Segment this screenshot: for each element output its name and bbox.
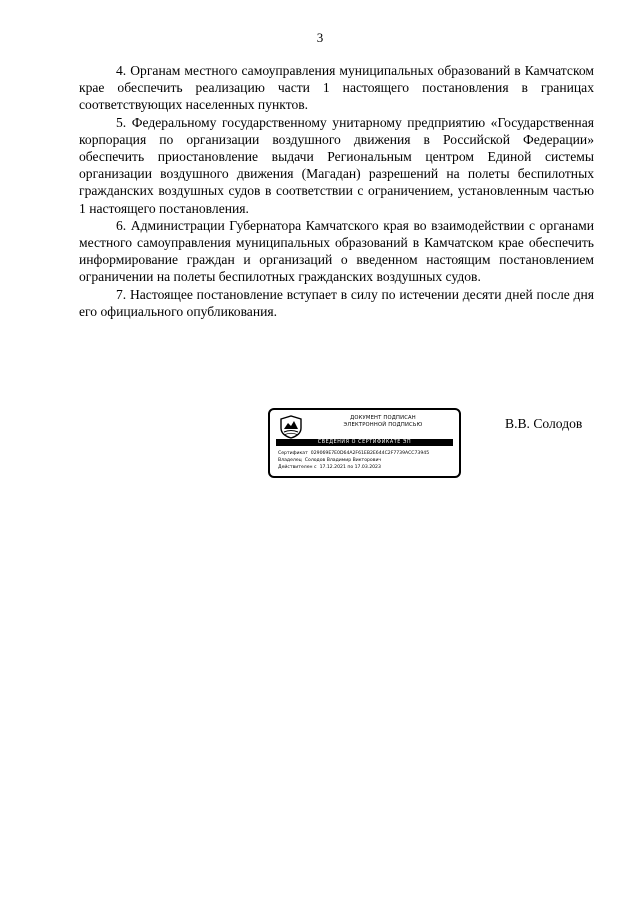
stamp-certificate-label: Сертификат [278, 451, 308, 456]
stamp-validity-value: 17.12.2021 по 17.03.2023 [319, 465, 381, 471]
stamp-title-line-1: ДОКУМЕНТ ПОДПИСАН [350, 415, 416, 421]
stamp-title-line-2: ЭЛЕКТРОННОЙ ПОДПИСЬЮ [343, 422, 423, 428]
electronic-signature-stamp [268, 408, 461, 478]
paragraph-7: 7. Настоящее постановление вступает в силу по истечении десяти дней после дня его официального опубликования. [79, 286, 594, 319]
paragraph-4: 4. Органам местного самоуправления муниципальных образований в Камчатском крае обеспечить реализацию части 1 настоящего постановления в границах соответствующих населенных пунктов. [79, 63, 594, 113]
stamp-certificate-row [278, 450, 458, 457]
paragraph-5: 5. Федеральному государственному унитарному предприятию «Государственная корпорация по организации воздушного движения в Российской Федерации» обеспечить приостановление выдачи Региональным центром Единой системы организации воздушного движения (Магадан) разрешений на полеты беспилотных гражданских воздушных судов в соответствии с ограничением, установленным частью 1 настоящего постановления. [79, 114, 594, 216]
signer-name: В.В. Солодов [505, 416, 583, 431]
stamp-title [308, 415, 458, 429]
stamp-owner-label: Владелец [278, 458, 302, 464]
coat-of-arms-icon [278, 415, 304, 439]
stamp-certificate-value: 029069E7E0D64A2F61EB2E644C2F7739ACC73945 [310, 451, 430, 456]
signature-block [0, 408, 640, 480]
document-body [79, 62, 594, 320]
stamp-details [278, 450, 458, 472]
paragraph-6: 6. Администрации Губернатора Камчатского края во взаимодействии с органами местного самоуправления муниципальных образований в Камчатском крае обеспечить информирование граждан и организаций о введенном настоящим постановлением ограничении на полеты беспилотных гражданских воздушных судов. [79, 217, 594, 285]
page-number: 3 [316, 30, 324, 45]
stamp-validity-label: Действителен с [278, 465, 317, 471]
stamp-owner-row [278, 457, 458, 464]
stamp-owner-value: Солодов Владимир Викторович [304, 458, 382, 464]
stamp-validity-row [278, 464, 458, 471]
stamp-certificate-band: СВЕДЕНИЯ О СЕРТИФИКАТЕ ЭП [276, 439, 453, 446]
